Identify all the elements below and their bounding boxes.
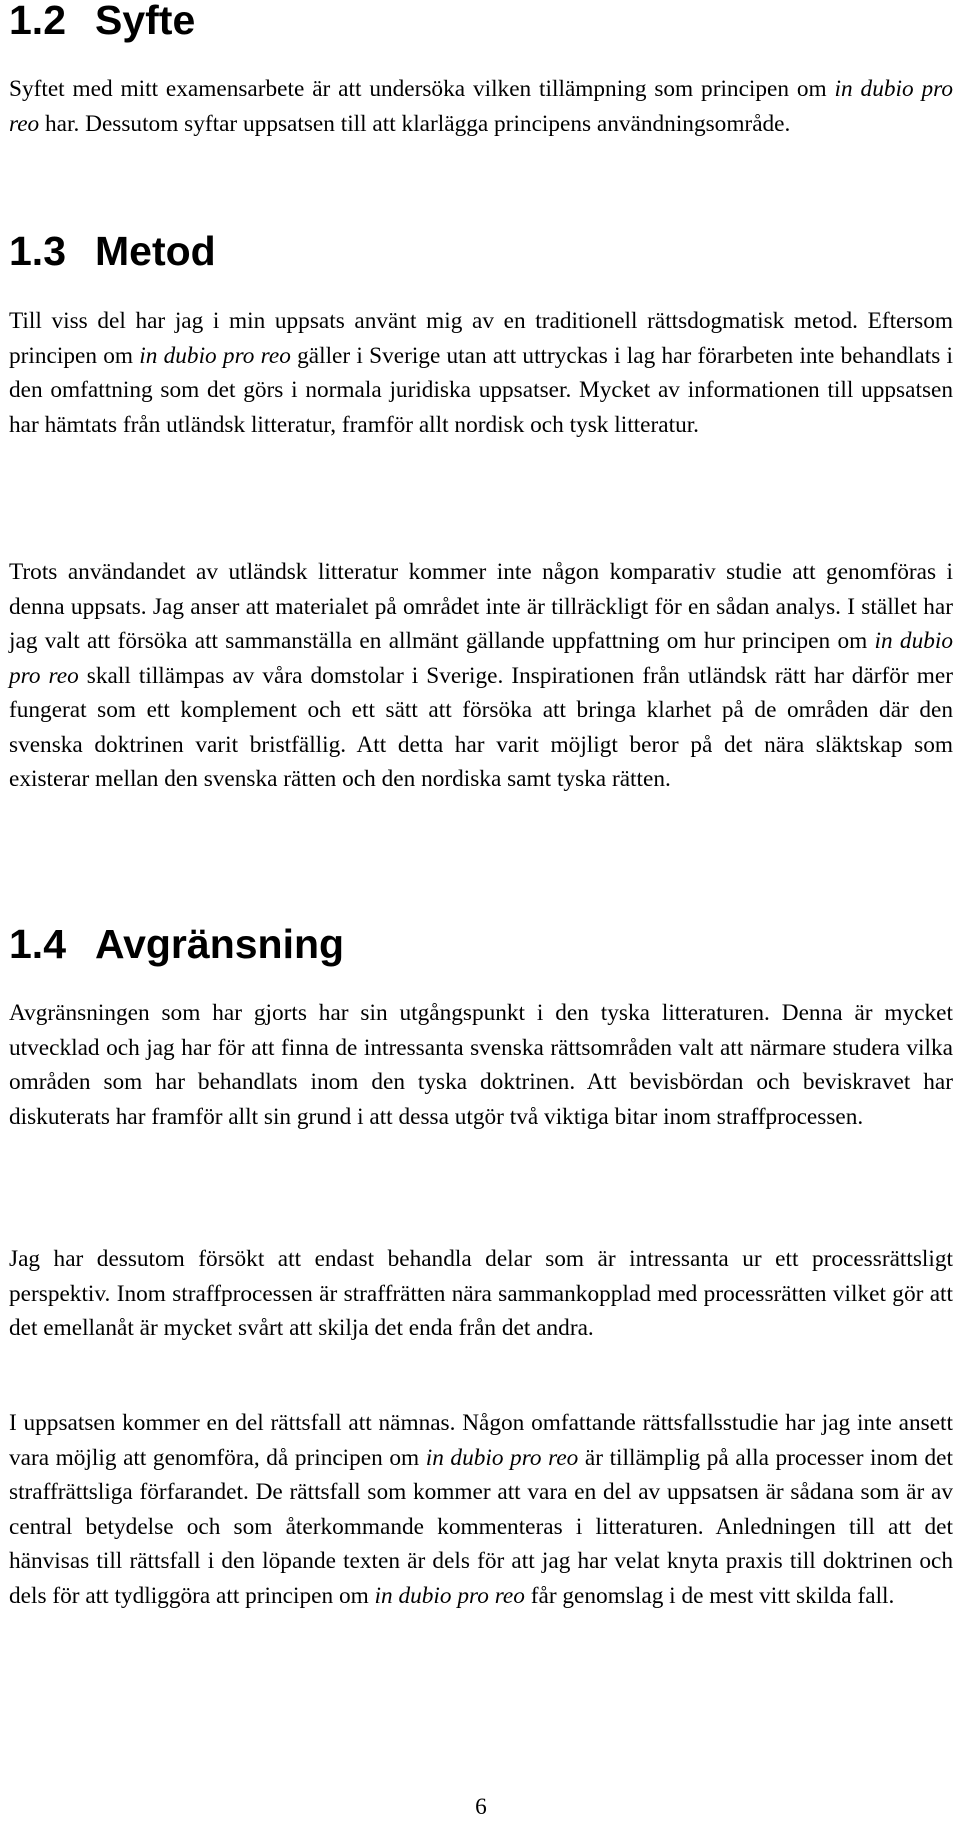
text-run: är tillämplig på alla processer inom det straffrättsliga förfarandet. De rättsfall som kommer att vara en del av uppsatsen är sådana som är av central betydelse och som återkommande kommenteras i litteraturen. Anledningen till att det hänvisas till rättsfall i den löpande texten är dels för att jag har velat knyta praxis till doktrinen och dels för att tydliggöra att principen om bbox=[9, 1444, 953, 1609]
heading-title: Syfte bbox=[95, 0, 196, 43]
heading-title: Avgränsning bbox=[95, 921, 345, 967]
paragraph-avgransning-3 bbox=[9, 1406, 953, 1613]
paragraph-avgransning-2 bbox=[9, 1242, 953, 1346]
paragraph-metod-1 bbox=[9, 304, 953, 442]
paragraph-syfte-1 bbox=[9, 72, 953, 141]
paragraph-metod-2 bbox=[9, 555, 953, 797]
italic-text-run: in dubio pro reo bbox=[9, 628, 953, 689]
document-page bbox=[9, 0, 953, 1846]
text-run: får genomslag i de mest vitt skilda fall. bbox=[524, 1582, 895, 1609]
paragraph-avgransning-1 bbox=[9, 996, 953, 1134]
page-number: 6 bbox=[475, 1794, 487, 1820]
text-run: Syftet med mitt examensarbete är att undersöka vilken tillämpning som principen om bbox=[9, 76, 835, 102]
text-run: Jag har dessutom försökt att endast behandla delar som är intressanta ur ett processrättsligt perspektiv. Inom straffprocessen är straffrätten nära sammankopplad med processrätten vilket gör att det emellanåt är mycket svårt att skilja det enda från det andra. bbox=[9, 1246, 953, 1341]
italic-text-run: in dubio pro reo bbox=[425, 1444, 579, 1471]
italic-text-run: in dubio pro reo bbox=[9, 76, 953, 137]
text-run: Till viss del har jag i min uppsats använt mig av en traditionell rättsdogmatisk metod. Eftersom principen om bbox=[9, 308, 953, 369]
heading-avgransning bbox=[9, 921, 345, 967]
heading-syfte bbox=[9, 0, 195, 41]
italic-text-run: in dubio pro reo bbox=[374, 1582, 525, 1609]
text-run: gäller i Sverige utan att uttryckas i lag har förarbeten inte behandlats i den omfattning som det görs i normala juridiska uppsatser. Mycket av informationen till uppsatsen har hämtats från utländsk litteratur, framför allt nordisk och tysk litteratur. bbox=[9, 342, 953, 438]
heading-number: 1.2 bbox=[9, 0, 66, 43]
heading-number: 1.3 bbox=[9, 228, 66, 274]
heading-metod bbox=[9, 228, 216, 274]
text-run: Avgränsningen som har gjorts har sin utgångspunkt i den tyska litteraturen. Denna är mycket utvecklad och jag har för att finna de intressanta svenska rättsområden valt att närmare studera vilka områden som har behandlats inom den tyska doktrinen. Att bevisbördan och beviskravet har diskuterats har framför allt sin grund i att dessa utgör två viktiga bitar inom straffprocessen. bbox=[9, 1000, 953, 1130]
text-run: skall tillämpas av våra domstolar i Sverige. Inspirationen från utländsk rätt har därför mer fungerat som ett komplement och ett sätt att försöka att bringa klarhet på de områden där den svenska doktrinen varit bristfällig. Att detta har varit möjligt beror på det nära släktskap som existerar mellan den svenska rätten och den nordiska samt tyska rätten. bbox=[9, 662, 953, 792]
text-run: Trots användandet av utländsk litteratur kommer inte någon komparativ studie att genomföras i denna uppsats. Jag anser att materialet på området inte är tillräckligt för en sådan analys. I stället har jag valt att försöka att sammanställa en allmänt gällande uppfattning om hur principen om bbox=[9, 559, 953, 654]
text-run: I uppsatsen kommer en del rättsfall att nämnas. Någon omfattande rättsfallsstudie har jag inte ansett vara möjlig att genomföra, då principen om bbox=[9, 1410, 953, 1471]
heading-number: 1.4 bbox=[9, 921, 66, 967]
italic-text-run: in dubio pro reo bbox=[139, 342, 291, 369]
heading-title: Metod bbox=[95, 228, 216, 274]
text-run: har. Dessutom syftar uppsatsen till att klarlägga principens användningsområde. bbox=[39, 110, 791, 137]
